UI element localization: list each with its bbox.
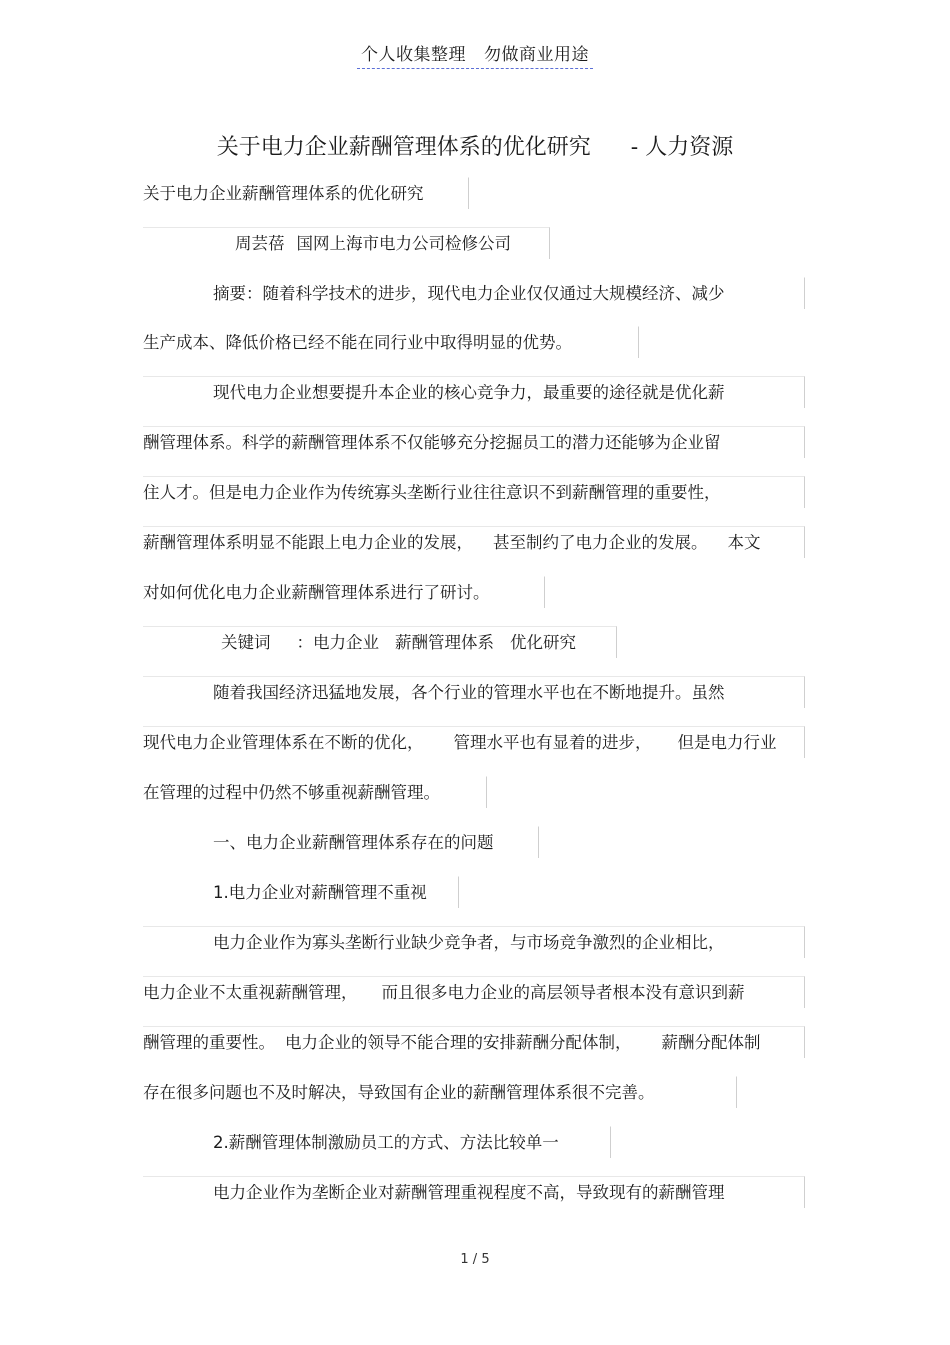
paragraph-text: 住人才。但是电力企业作为传统寡头垄断行业往往意识不到薪酬管理的重要性， — [143, 483, 721, 502]
paragraph-text: 电力企业作为寡头垄断行业缺少竞争者，与市场竞争激烈的企业相比， — [213, 933, 725, 952]
paragraph-line — [143, 476, 805, 508]
header-part1: 个人收集整理 — [361, 45, 466, 65]
paragraph-text: 电力企业不太重视薪酬管理， — [143, 983, 358, 1002]
paragraph-line — [143, 426, 805, 458]
page-header — [0, 40, 950, 69]
abstract-text: 摘要：随着科学技术的进步，现代电力企业仅仅通过大规模经济、减少 — [213, 284, 725, 303]
page-number: 1 / 5 — [460, 1252, 490, 1267]
paragraph-text: 现代电力企业想要提升本企业的核心竞争力，最重要的途径就是优化薪 — [213, 383, 725, 402]
paragraph-text: 本文 — [727, 533, 761, 552]
paragraph-text: 随着我国经济迅猛地发展，各个行业的管理水平也在不断地提升。虽然 — [213, 683, 725, 702]
author-name: 周芸蓓 — [235, 234, 285, 253]
subsection-heading-text: 2.薪酬管理体制激励员工的方式、方法比较单一 — [213, 1133, 559, 1152]
title-main: 关于电力企业薪酬管理体系的优化研究 — [216, 135, 591, 160]
paragraph-line — [143, 1026, 805, 1058]
paragraph-text: 薪酬分配体制 — [661, 1033, 761, 1052]
subsection-heading — [143, 876, 459, 908]
keywords-label: 关键词 — [221, 633, 271, 652]
paragraph-text: 薪酬管理体系明显不能跟上电力企业的发展， — [143, 533, 473, 552]
paragraph-text: 但是电力行业 — [677, 733, 777, 752]
paragraph-line — [143, 526, 805, 558]
subsection-heading — [143, 1126, 611, 1158]
keywords-line — [143, 626, 617, 658]
keyword: 优化研究 — [510, 633, 576, 652]
paragraph-text: 对如何优化电力企业薪酬管理体系进行了研讨。 — [143, 583, 490, 602]
paragraph-text: 而且很多电力企业的高层领导者根本没有意识到薪 — [381, 983, 745, 1002]
section-heading-text: 一、电力企业薪酬管理体系存在的问题 — [213, 833, 494, 852]
header-watermark-line — [357, 40, 593, 69]
paragraph-line — [143, 1176, 805, 1208]
paragraph-text: 管理水平也有显着的进步， — [453, 733, 652, 752]
paragraph-text: 甚至制约了电力企业的发展。 — [493, 533, 708, 552]
paragraph-text: 现代电力企业管理体系在不断的优化， — [143, 733, 424, 752]
subtitle: 关于电力企业薪酬管理体系的优化研究 — [143, 184, 424, 203]
header-part2: 勿做商业用途 — [484, 45, 589, 65]
paragraph-text: 电力企业的领导不能合理的安排薪酬分配体制， — [285, 1033, 632, 1052]
paragraph-text: 存在很多问题也不及时解决，导致国有企业的薪酬管理体系很不完善。 — [143, 1083, 655, 1102]
paragraph-text: 在管理的过程中仍然不够重视薪酬管理。 — [143, 783, 440, 802]
subtitle-line — [143, 177, 469, 209]
section-heading — [143, 826, 539, 858]
abstract-line-1 — [143, 277, 805, 309]
subsection-heading-text: 1.电力企业对薪酬管理不重视 — [213, 883, 427, 902]
document-title — [0, 130, 950, 161]
abstract-text: 生产成本、降低价格已经不能在同行业中取得明显的优势。 — [143, 333, 572, 352]
paragraph-line — [143, 376, 805, 408]
paragraph-line — [143, 926, 805, 958]
paragraph-line — [143, 576, 545, 608]
keyword: 电力企业 — [313, 633, 379, 652]
keyword: 薪酬管理体系 — [395, 633, 494, 652]
paragraph-line — [143, 976, 805, 1008]
paragraph-line — [143, 776, 487, 808]
paragraph-text: 电力企业作为垄断企业对薪酬管理重视程度不高，导致现有的薪酬管理 — [213, 1183, 725, 1202]
paragraph-text: 酬管理的重要性。 — [143, 1033, 275, 1052]
keywords-colon: ： — [296, 633, 313, 652]
title-suffix: - 人力资源 — [630, 135, 734, 160]
paragraph-line — [143, 1076, 737, 1108]
paragraph-line — [143, 676, 805, 708]
abstract-line-2 — [143, 326, 639, 358]
author-line — [143, 227, 550, 259]
author-affiliation: 国网上海市电力公司检修公司 — [296, 234, 511, 253]
paragraph-text: 酬管理体系。科学的薪酬管理体系不仅能够充分挖掘员工的潜力还能够为企业留 — [143, 433, 721, 452]
paragraph-line — [143, 726, 805, 758]
